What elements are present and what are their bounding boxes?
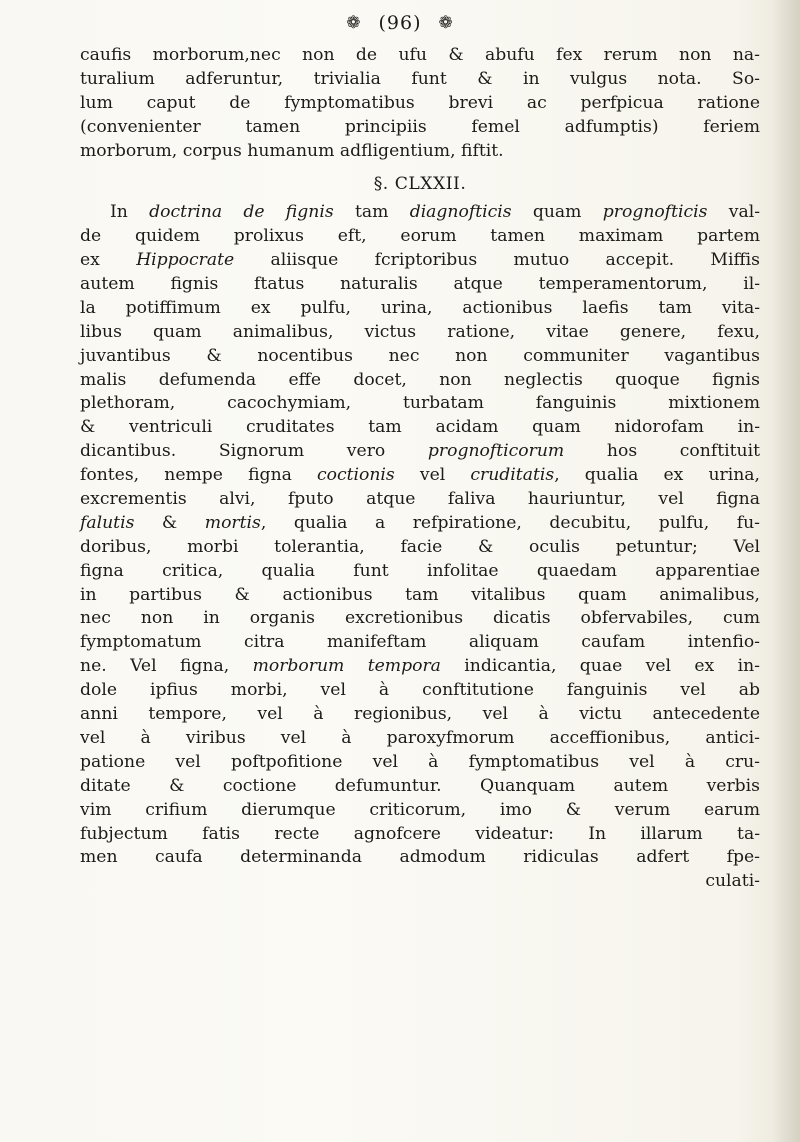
- text-line: ex Hippocrate aliisque fcriptoribus mutuo accepit. Miffis: [80, 250, 760, 271]
- ornament-right-icon: ❁: [438, 13, 454, 33]
- italic-term: morborum tempora: [252, 656, 441, 677]
- italic-term: coctionis: [317, 465, 395, 486]
- text-line: malis defumenda effe docet, non neglectis quoque fignis: [80, 369, 760, 390]
- ornament-left-icon: ❁: [346, 13, 362, 33]
- italic-term: falutis: [80, 512, 135, 533]
- section-heading: §. CLXXII.: [373, 174, 467, 195]
- page-number: (96): [378, 12, 422, 34]
- text-line: libus quam animalibus, victus ratione, vitae genere, fexu,: [80, 321, 760, 342]
- text-line: lum caput de fymptomatibus brevi ac perfpicua ratione: [80, 92, 760, 113]
- italic-term: mortis: [204, 512, 261, 533]
- text-line: dicantibus. Signorum vero prognofticorum hos conftituit: [80, 441, 760, 462]
- text-line: doribus, morbi tolerantia, facie & oculis petuntur; Vel: [80, 536, 760, 557]
- text-line: In doctrina de fignis tam diagnofticis quam prognofticis val-: [110, 202, 760, 223]
- italic-term: prognofticorum: [427, 441, 565, 462]
- italic-term: Hippocrate: [136, 250, 235, 271]
- text-line: vel à viribus vel à paroxyfmorum acceffionibus, antici-: [80, 727, 760, 748]
- text-line: fontes, nempe figna coctionis vel cruditatis, qualia ex urina,: [80, 465, 761, 486]
- text-line: dole ipfius morbi, vel à conftitutione fanguinis vel ab: [80, 680, 760, 701]
- text-line: juvantibus & nocentibus nec non communiter vagantibus: [80, 345, 760, 366]
- text-line: patione vel poftpofitione vel à fymptomatibus vel à cru-: [80, 751, 760, 772]
- text-line: & ventriculi cruditates tam acidam quam nidorofam in-: [80, 417, 760, 438]
- text-line: autem fignis ftatus naturalis atque temperamentorum, il-: [80, 274, 760, 295]
- text-line: nec non in organis excretionibus dicatis obfervabiles, cum: [80, 608, 760, 629]
- text-line: ditate & coctione defumuntur. Quanquam autem verbis: [80, 775, 760, 796]
- text-line: la potiffimum ex pulfu, urina, actionibus laefis tam vita-: [80, 297, 760, 318]
- page-edge-shadow: [772, 0, 800, 1142]
- text-line: falutis & mortis, qualia a refpiratione, decubitu, pulfu, fu-: [80, 512, 760, 533]
- text-line: plethoram, cacochymiam, turbatam fanguinis mixtionem: [80, 393, 760, 414]
- text-line: turalium adferuntur, trivialia funt & in vulgus nota. So-: [80, 68, 760, 89]
- catchword: culati-: [705, 871, 760, 892]
- italic-term: doctrina de fignis: [149, 202, 334, 223]
- text-line: morborum, corpus humanum adfligentium, fiftit.: [80, 140, 504, 161]
- paragraph-1: [80, 44, 760, 163]
- italic-term: cruditatis: [470, 465, 555, 486]
- text-line: fubjectum fatis recte agnofcere videatur: In illarum ta-: [80, 823, 760, 844]
- text-line: anni tempore, vel à regionibus, vel à victu antecedente: [80, 704, 760, 725]
- text-line: men caufa determinanda admodum ridiculas adfert fpe-: [80, 847, 760, 868]
- text-line: fymptomatum citra manifeftam aliquam caufam intenfio-: [80, 632, 760, 653]
- italic-term: prognofticis: [602, 202, 708, 223]
- text-line: figna critica, qualia funt infolitae quaedam apparentiae: [80, 560, 760, 581]
- text-line: caufis morborum,nec non de ufu & abufu fex rerum non na-: [80, 45, 760, 65]
- text-line: (convenienter tamen principiis femel adfumptis) feriem: [80, 116, 760, 137]
- text-line: excrementis alvi, fputo atque faliva hauriuntur, vel figna: [80, 489, 760, 510]
- page-header: [0, 12, 800, 34]
- italic-term: diagnofticis: [409, 202, 512, 223]
- text-line: in partibus & actionibus tam vitalibus quam animalibus,: [80, 584, 760, 605]
- text-block: [80, 44, 760, 894]
- text-line: vim crifium dierumque criticorum, imo & verum earum: [80, 799, 760, 820]
- text-line: ne. Vel figna, morborum tempora indicantia, quae vel ex in-: [80, 656, 760, 677]
- text-line: de quidem prolixus eft, eorum tamen maximam partem: [80, 226, 760, 247]
- paragraph-2: [80, 201, 760, 894]
